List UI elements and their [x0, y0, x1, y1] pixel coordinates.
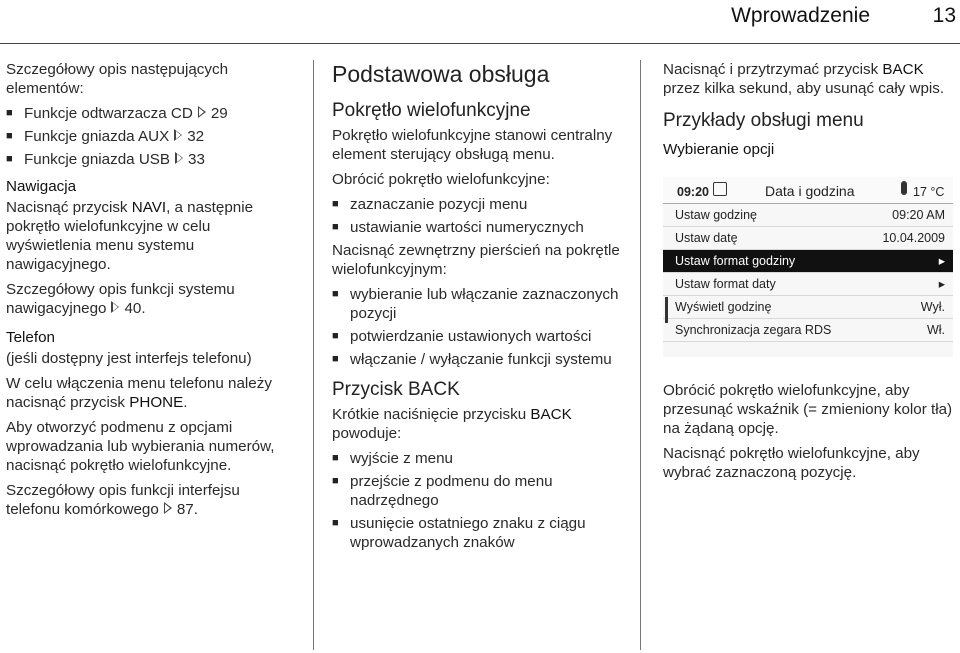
intro-text: Szczegółowy opis następujących elementów:	[6, 61, 229, 97]
page-header	[0, 0, 960, 44]
menu-row-selected: Ustaw format godziny ▸	[663, 250, 953, 273]
reference-arrow-icon	[175, 152, 183, 164]
list-item: ■ usunięcie ostatniego znaku z ciągu wprowadzanych znaków	[332, 514, 624, 552]
list-item: ■ potwierdzanie ustawionych wartości	[332, 327, 624, 346]
back-heading: Przycisk BACK	[332, 379, 460, 400]
list-item: ■ Funkcje odtwarzacza CD 29	[6, 104, 298, 123]
tel-paragraph-3: Aby otworzyć podmenu z opcjami wprowadzania lub wybierania numerów, nacisnąć pokrętło wielofunkcyjne.	[6, 419, 275, 474]
menu-row: Synchronizacja zegara RDS Wł.	[663, 319, 953, 342]
rotate-paragraph: Obrócić pokrętło wielofunkcyjne, aby przesunąć wskaźnik (= zmieniony kolor tła) na żądaną opcję.	[663, 382, 953, 437]
reference-arrow-icon	[174, 129, 182, 141]
screen-title: Data i godzina	[765, 183, 855, 199]
menu-row: Wyświetl godzinę Wył.	[663, 296, 953, 319]
page-number: 13	[932, 4, 956, 27]
back-paragraph: Krótkie naciśnięcie przycisku BACK powoduje:	[332, 406, 572, 442]
list-item: ■ wybieranie lub włączanie zaznaczonych pozycji	[332, 285, 624, 323]
column-2	[332, 60, 624, 556]
select-heading: Wybieranie opcji	[663, 141, 775, 158]
knob-paragraph-2: Obrócić pokrętło wielofunkcyjne:	[332, 171, 550, 188]
header-title: Wprowadzenie	[731, 4, 870, 27]
tel-reference: Szczegółowy opis funkcji interfejsu telefonu komórkowego 87.	[6, 482, 240, 518]
knob-paragraph-1: Pokrętło wielofunkcyjne stanowi centralny element sterujący obsługą menu.	[332, 127, 613, 163]
screen-temperature: 17 °C	[913, 185, 945, 199]
examples-heading: Przykłady obsługi menu	[663, 110, 864, 131]
hold-back-paragraph: Nacisnąć i przytrzymać przycisk BACK przez kilka sekund, aby usunąć cały wpis.	[663, 61, 945, 97]
nav-paragraph: Nacisnąć przycisk NAVI, a następnie pokrętło wielofunkcyjne w celu wyświetlenia menu systemu nawigacyjnego.	[6, 199, 254, 273]
menu-row: Ustaw datę 10.04.2009	[663, 227, 953, 250]
reference-arrow-icon	[164, 502, 172, 514]
menu-row: Ustaw godzinę 09:20 AM	[663, 204, 953, 227]
menu-row: Ustaw format daty ▸	[663, 273, 953, 296]
turn-list	[332, 195, 624, 237]
back-list	[332, 449, 624, 552]
tel-paragraph-2: W celu włączenia menu telefonu należy nacisnąć przycisk PHONE.	[6, 375, 272, 411]
column-1	[6, 60, 298, 525]
screen-time: 09:20	[677, 185, 709, 199]
screen-status-bar	[663, 177, 953, 204]
list-item: ■ zaznaczanie pozycji menu	[332, 195, 624, 214]
knob-paragraph-3: Nacisnąć zewnętrzny pierścień na pokrętle wielofunkcyjnym:	[332, 242, 620, 278]
list-item: ■ włączanie / wyłączanie funkcji systemu	[332, 350, 624, 369]
list-item: ■ przejście z podmenu do menu nadrzędnego	[332, 472, 624, 510]
tel-paragraph-1: (jeśli dostępny jest interfejs telefonu)	[6, 350, 252, 367]
scrollbar-indicator	[665, 297, 668, 323]
reference-arrow-icon	[198, 106, 206, 118]
header-rule	[0, 43, 960, 44]
column-divider	[640, 60, 641, 650]
column-divider	[313, 60, 314, 650]
display-screenshot	[663, 177, 953, 357]
reference-arrow-icon	[111, 301, 119, 313]
press-paragraph: Nacisnąć pokrętło wielofunkcyjne, aby wybrać zaznaczoną pozycję.	[663, 445, 920, 481]
nav-reference: Szczegółowy opis funkcji systemu nawigacyjnego 40.	[6, 281, 235, 317]
features-list	[6, 104, 298, 169]
list-item: ■ wyjście z menu	[332, 449, 624, 468]
thermometer-icon	[901, 181, 907, 195]
nav-heading: Nawigacja	[6, 178, 77, 195]
column-3	[663, 60, 955, 488]
list-item: ■ Funkcje gniazda AUX 32	[6, 127, 298, 146]
clock-icon	[713, 182, 727, 196]
press-list	[332, 285, 624, 369]
tel-heading: Telefon	[6, 329, 55, 346]
section-title: Podstawowa obsługa	[332, 61, 550, 87]
list-item: ■ Funkcje gniazda USB 33	[6, 150, 298, 169]
list-item: ■ ustawianie wartości numerycznych	[332, 218, 624, 237]
knob-heading: Pokrętło wielofunkcyjne	[332, 100, 531, 121]
